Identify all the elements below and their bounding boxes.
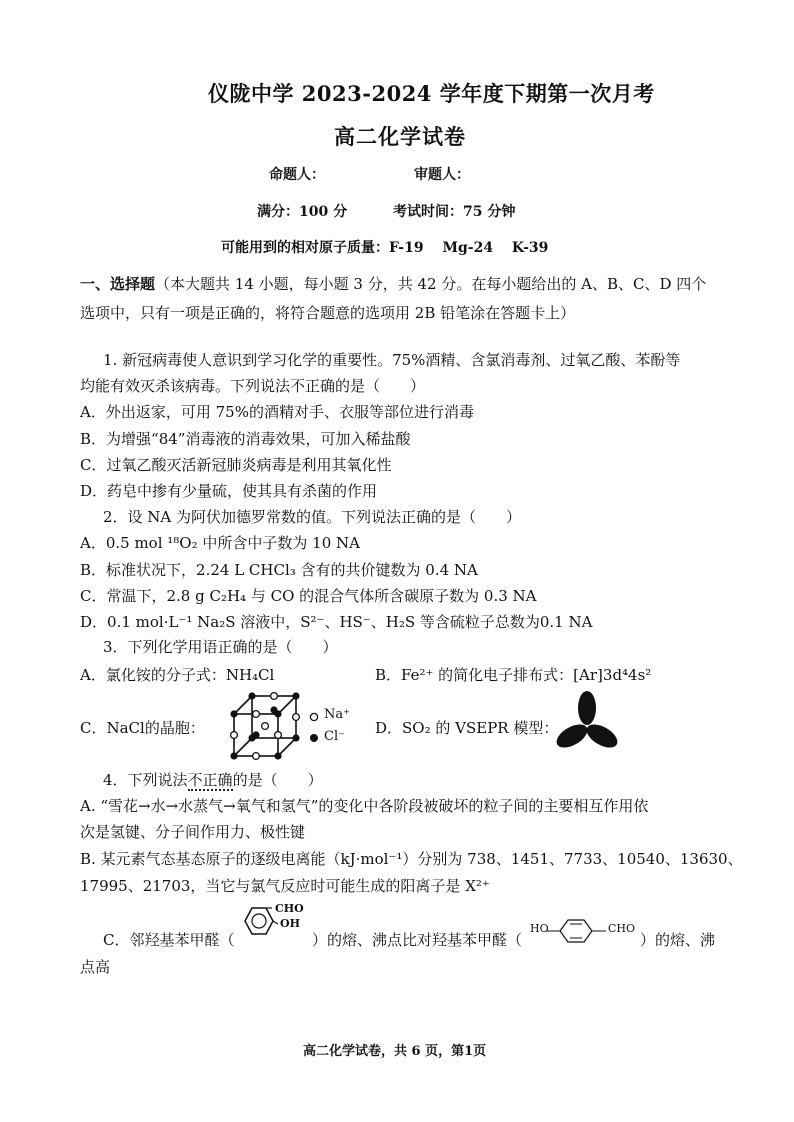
q4-option-c-part3: ）的熔、沸 (640, 931, 716, 949)
para-cho-label: CHO (608, 922, 636, 935)
q4-option-b-line1: B. 某元素气态基态原子的逐级电离能（kJ·mol⁻¹）分别为 738、1451、7733、10540、13630、 (80, 850, 743, 868)
ortho-oh-label: OH (280, 917, 300, 930)
q2-option-c: C．常温下，2.8 g C₂H₄ 与 CO 的混合气体所含碳原子数为 0.3 NA (80, 587, 537, 605)
section-heading-line1: 一、选择题（本大题共 14 小题，每小题 3 分，共 42 分。在每小题给出的 A、B、C、D 四个 (80, 275, 707, 293)
q3-option-d: D．SO₂ 的 VSEPR 模型： (375, 719, 559, 737)
q4-option-a-line2: 次是氢键、分子间作用力、极性键 (80, 823, 306, 841)
q3-option-a: A．氯化铵的分子式：NH₄Cl (80, 666, 275, 684)
q1-option-a: A．外出返家，可用 75%的酒精对手、衣服等部位进行消毒 (80, 403, 474, 421)
q3-option-b: B．Fe²⁺ 的简化电子排布式：[Ar]3d⁴4s² (375, 666, 652, 684)
para-ho-label: HO (530, 922, 549, 935)
exam-title: 仪陇中学 2023-2024 学年度下期第一次月考 (208, 81, 655, 106)
so2-vsepr-model-diagram (552, 690, 622, 760)
exam-subtitle: 高二化学试卷 (334, 124, 466, 149)
q4-stem-emphasis: 不正确 (187, 771, 233, 789)
full-score: 满分：100 分 (257, 204, 348, 220)
q4-stem (103, 770, 323, 790)
q4-option-a-line1: A. “雪花→水→水蒸气→氧气和氢气”的变化中各阶段被破坏的粒子间的主要相互作用依 (80, 797, 649, 815)
page-footer: 高二化学试卷，共 6 页，第1页 (303, 1044, 487, 1059)
section-heading-line2: 选项中，只有一项是正确的，将符合题意的选项用 2B 铅笔涂在答题卡上） (80, 304, 576, 322)
q1-stem-line2: 均能有效灭杀该病毒。下列说法不正确的是（ ） (80, 377, 426, 395)
nacl-legend-cl: Cl⁻ (324, 729, 345, 744)
nacl-legend-na: Na⁺ (324, 707, 350, 722)
section-desc-text: （本大题共 14 小题，每小题 3 分，共 42 分。在每小题给出的 A、B、C、D 四个 (155, 275, 707, 293)
q2-stem: 2．设 NA 为阿伏加德罗常数的值。下列说法正确的是（ ） (103, 508, 522, 526)
para-hydroxybenzaldehyde-structure (546, 918, 608, 944)
q2-option-b: B．标准状况下，2.24 L CHCl₃ 含有的共价键数为 0.4 NA (80, 561, 478, 579)
atomic-mass-info: 可能用到的相对原子质量：F-19 Mg-24 K-39 (221, 240, 549, 256)
q4-option-c-part1: C．邻羟基苯甲醛（ (103, 931, 235, 949)
q4-option-c-line2: 点高 (80, 958, 111, 976)
q2-option-a: A．0.5 mol ¹⁸O₂ 中所含中子数为 10 NA (80, 534, 360, 552)
q4-stem-post: 的是（ ） (232, 771, 323, 789)
q1-option-d: D．药皂中掺有少量硫，使其具有杀菌的作用 (80, 482, 378, 500)
exam-time: 考试时间：75 分钟 (393, 204, 516, 220)
q1-option-b: B．为增强“84”消毒液的消毒效果，可加入稀盐酸 (80, 430, 411, 448)
ortho-cho-label: CHO (275, 902, 304, 915)
author-label: 命题人： (269, 167, 325, 183)
q3-option-c: C．NaCl的晶胞： (80, 719, 205, 737)
q3-stem: 3．下列化学用语正确的是（ ） (103, 638, 338, 656)
q1-stem-line1: 1. 新冠病毒使人意识到学习化学的重要性。75%酒精、含氯消毒剂、过氧乙酸、苯酚等 (103, 351, 681, 369)
q2-option-d: D．0.1 mol·L⁻¹ Na₂S 溶液中，S²⁻、HS⁻、H₂S 等含硫粒子总数为0.1 NA (80, 613, 593, 631)
nacl-unit-cell-diagram (224, 690, 359, 762)
q1-option-c: C．过氧乙酸灭活新冠肺炎病毒是利用其氧化性 (80, 456, 392, 474)
q4-option-b-line2: 17995、21703，当它与氯气反应时可能生成的阳离子是 X²⁺ (80, 877, 490, 895)
q4-stem-pre: 4．下列说法 (103, 771, 188, 789)
reviewer-label: 审题人： (414, 167, 470, 183)
q4-option-c-part2: ）的熔、沸点比对羟基苯甲醛（ (312, 931, 523, 949)
